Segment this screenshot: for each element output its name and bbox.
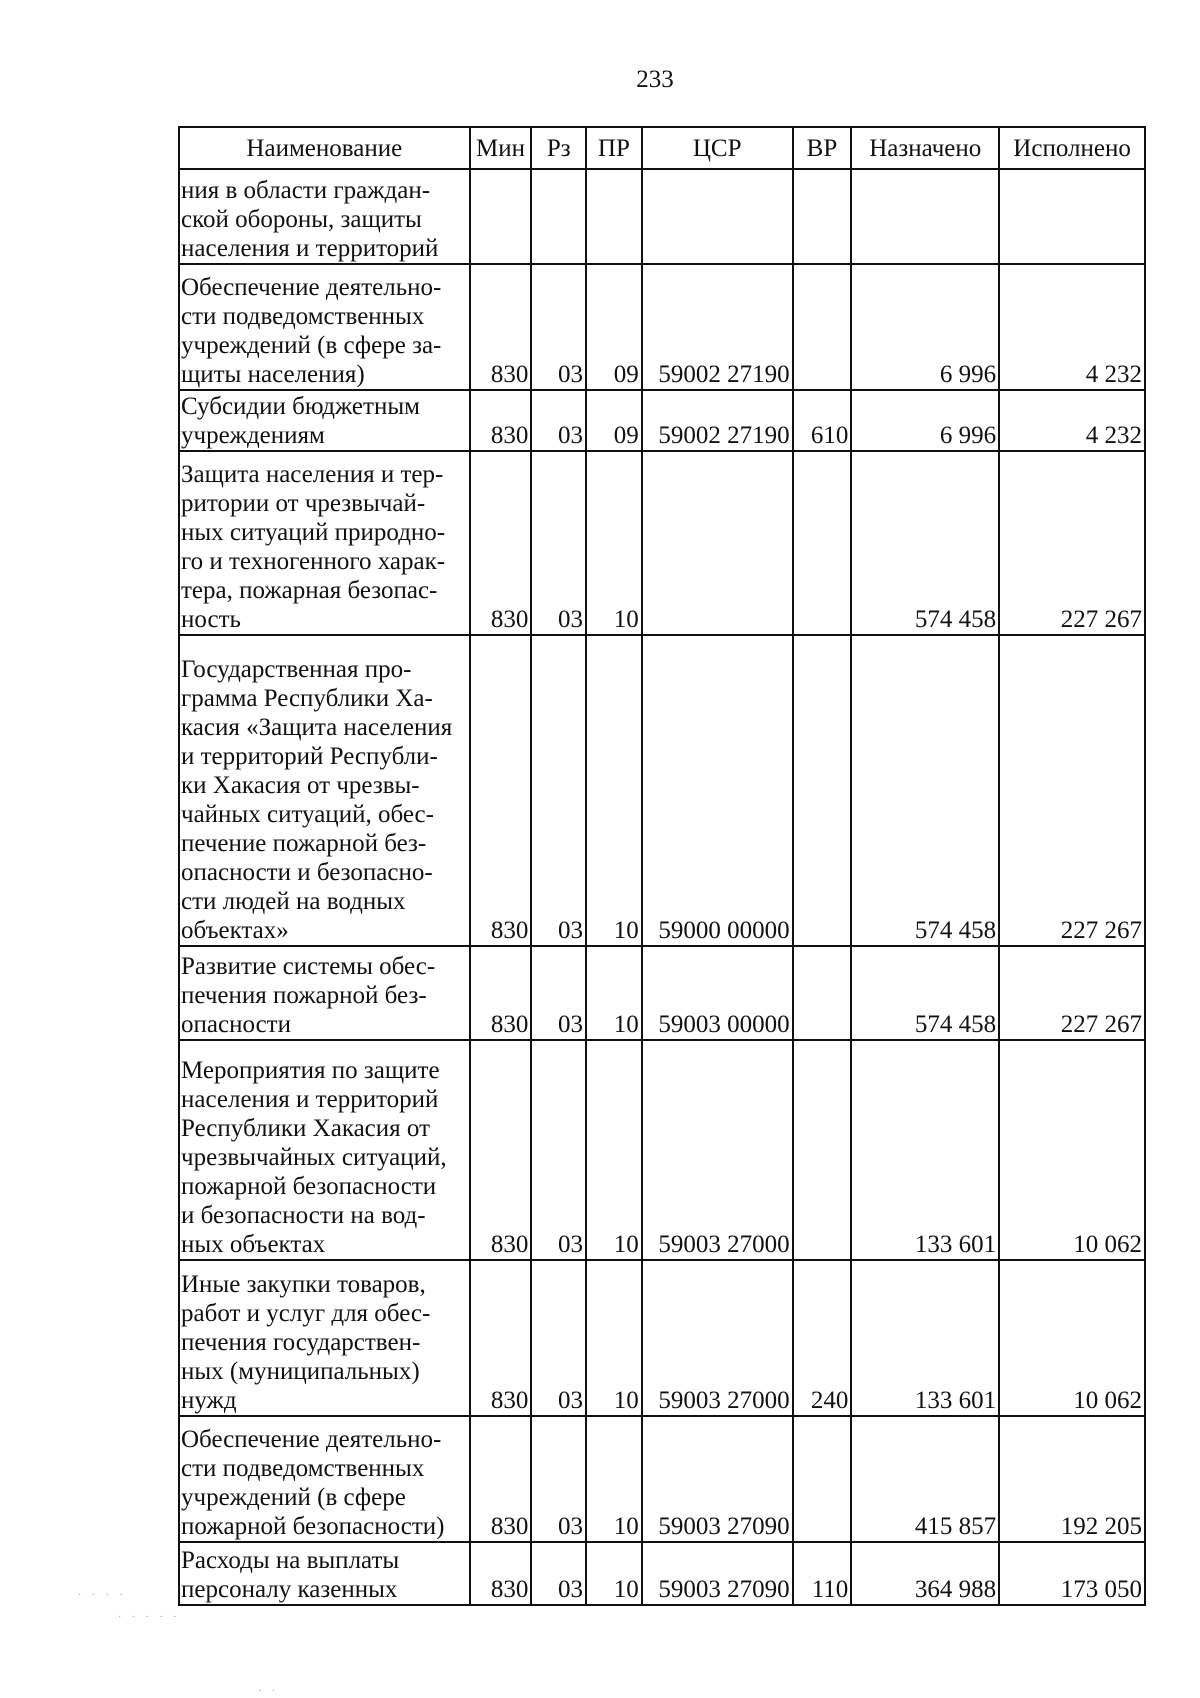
cell-rz: 03 xyxy=(531,1542,586,1605)
cell-executed: 192 205 xyxy=(999,1416,1145,1542)
cell-vr xyxy=(793,946,852,1040)
cell-pr: 10 xyxy=(586,946,642,1040)
cell-assigned: 133 601 xyxy=(851,1040,999,1260)
header-rz: Рз xyxy=(531,127,586,169)
cell-vr xyxy=(793,1416,852,1542)
scan-speck: · · · · xyxy=(78,1590,127,1601)
cell-assigned: 6 996 xyxy=(851,390,999,451)
table-row xyxy=(179,169,1145,264)
cell-min: 830 xyxy=(470,1416,532,1542)
cell-assigned: 415 857 xyxy=(851,1416,999,1542)
cell-csr: 59003 27000 xyxy=(642,1260,793,1416)
header-name: Наименование xyxy=(179,127,470,169)
cell-name: Развитие системы обес- печения пожарной без- опасности xyxy=(179,946,470,1040)
cell-name: Иные закупки товаров, работ и услуг для обес- печения государствен- ных (муниципальных) нужд xyxy=(179,1260,470,1416)
table-row xyxy=(179,946,1145,1040)
cell-pr: 10 xyxy=(586,1416,642,1542)
header-assigned: Назначено xyxy=(851,127,999,169)
cell-vr xyxy=(793,635,852,946)
cell-executed: 227 267 xyxy=(999,451,1145,635)
cell-vr: 110 xyxy=(793,1542,852,1605)
cell-name: ния в области граждан- ской обороны, защиты населения и территорий xyxy=(179,169,470,264)
table-row xyxy=(179,1260,1145,1416)
cell-min: 830 xyxy=(470,1542,532,1605)
cell-rz: 03 xyxy=(531,1416,586,1542)
table-body xyxy=(179,169,1145,1605)
cell-assigned: 364 988 xyxy=(851,1542,999,1605)
cell-name: Защита населения и тер- ритории от чрезвычай- ных ситуаций природно- го и техногенного харак- тера, пожарная безопас- ность xyxy=(179,451,470,635)
cell-rz: 03 xyxy=(531,946,586,1040)
cell-executed: 173 050 xyxy=(999,1542,1145,1605)
cell-vr xyxy=(793,1040,852,1260)
page-number: 233 xyxy=(636,66,674,93)
scan-speck: · · · · · xyxy=(118,1612,181,1623)
header-executed: Исполнено xyxy=(999,127,1145,169)
cell-vr: 240 xyxy=(793,1260,852,1416)
cell-name: Обеспечение деятельно- сти подведомственных учреждений (в сфере за- щиты населения) xyxy=(179,264,470,390)
budget-table xyxy=(178,126,1146,1606)
cell-rz: 03 xyxy=(531,1260,586,1416)
table-row xyxy=(179,635,1145,946)
cell-assigned: 133 601 xyxy=(851,1260,999,1416)
cell-name: Государственная про- грамма Республики Ха- касия «Защита населения и территорий Республи- ки Хакасия от чрезвы- чайных ситуаций, обес- печение пожарной без- опасности и безопасно- сти людей на водных объектах» xyxy=(179,635,470,946)
cell-pr: 09 xyxy=(586,264,642,390)
cell-csr: 59003 27090 xyxy=(642,1416,793,1542)
cell-rz xyxy=(531,169,586,264)
cell-executed xyxy=(999,169,1145,264)
cell-name: Субсидии бюджетным учреждениям xyxy=(179,390,470,451)
cell-executed: 227 267 xyxy=(999,946,1145,1040)
cell-csr: 59002 27190 xyxy=(642,390,793,451)
table-row xyxy=(179,1040,1145,1260)
cell-csr: 59003 27090 xyxy=(642,1542,793,1605)
cell-min: 830 xyxy=(470,451,532,635)
cell-rz: 03 xyxy=(531,390,586,451)
cell-vr: 610 xyxy=(793,390,852,451)
cell-min: 830 xyxy=(470,1260,532,1416)
cell-min: 830 xyxy=(470,390,532,451)
cell-executed: 227 267 xyxy=(999,635,1145,946)
cell-assigned xyxy=(851,169,999,264)
cell-pr xyxy=(586,169,642,264)
scan-speck: · · xyxy=(258,1686,280,1697)
cell-pr: 09 xyxy=(586,390,642,451)
cell-vr xyxy=(793,264,852,390)
cell-vr xyxy=(793,169,852,264)
cell-min: 830 xyxy=(470,264,532,390)
cell-executed: 10 062 xyxy=(999,1260,1145,1416)
cell-csr: 59003 27000 xyxy=(642,1040,793,1260)
cell-min xyxy=(470,169,532,264)
cell-executed: 10 062 xyxy=(999,1040,1145,1260)
cell-min: 830 xyxy=(470,946,532,1040)
table-row xyxy=(179,264,1145,390)
table-row xyxy=(179,1416,1145,1542)
cell-pr: 10 xyxy=(586,1260,642,1416)
cell-pr: 10 xyxy=(586,1542,642,1605)
cell-executed: 4 232 xyxy=(999,264,1145,390)
cell-rz: 03 xyxy=(531,264,586,390)
header-pr: ПР xyxy=(586,127,642,169)
cell-min: 830 xyxy=(470,1040,532,1260)
cell-assigned: 6 996 xyxy=(851,264,999,390)
cell-pr: 10 xyxy=(586,635,642,946)
cell-csr: 59000 00000 xyxy=(642,635,793,946)
cell-rz: 03 xyxy=(531,635,586,946)
cell-name: Мероприятия по защите населения и территорий Республики Хакасия от чрезвычайных ситуаций, пожарной безопасности и безопасности на вод- ных объектах xyxy=(179,1040,470,1260)
cell-name: Расходы на выплаты персоналу казенных xyxy=(179,1542,470,1605)
table-row xyxy=(179,1542,1145,1605)
header-vr: ВР xyxy=(793,127,852,169)
cell-pr: 10 xyxy=(586,451,642,635)
table-header-row xyxy=(179,127,1145,169)
cell-assigned: 574 458 xyxy=(851,946,999,1040)
cell-rz: 03 xyxy=(531,1040,586,1260)
cell-min: 830 xyxy=(470,635,532,946)
cell-csr xyxy=(642,169,793,264)
table-row xyxy=(179,451,1145,635)
cell-vr xyxy=(793,451,852,635)
cell-pr: 10 xyxy=(586,1040,642,1260)
cell-name: Обеспечение деятельно- сти подведомственных учреждений (в сфере пожарной безопасности) xyxy=(179,1416,470,1542)
cell-executed: 4 232 xyxy=(999,390,1145,451)
cell-assigned: 574 458 xyxy=(851,451,999,635)
cell-rz: 03 xyxy=(531,451,586,635)
cell-csr: 59002 27190 xyxy=(642,264,793,390)
header-csr: ЦСР xyxy=(642,127,793,169)
table-row xyxy=(179,390,1145,451)
cell-csr: 59003 00000 xyxy=(642,946,793,1040)
cell-assigned: 574 458 xyxy=(851,635,999,946)
header-min: Мин xyxy=(470,127,532,169)
cell-csr xyxy=(642,451,793,635)
